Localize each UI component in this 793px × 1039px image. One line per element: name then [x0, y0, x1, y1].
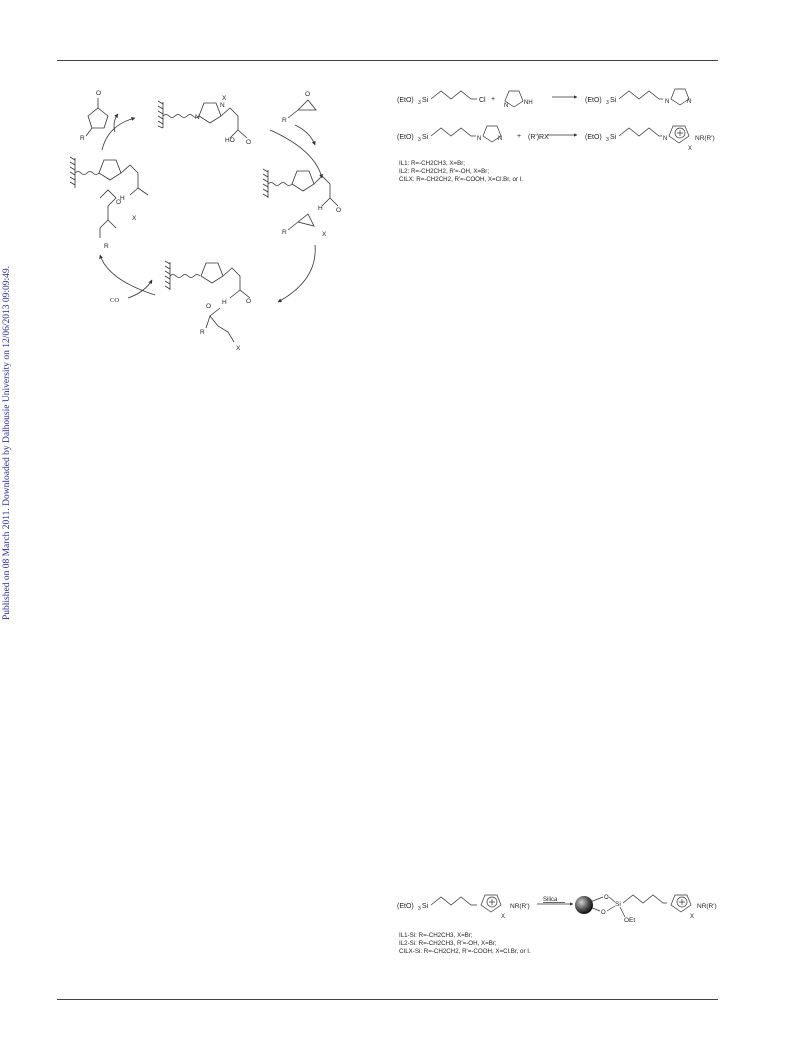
- label-h-right: H: [318, 205, 323, 212]
- label-r-left: R: [104, 243, 109, 250]
- label-o-epoxide: O: [305, 91, 311, 98]
- cyclic-carbonate-exit-arrow: [114, 114, 118, 132]
- row2-reagent: (R')RX: [528, 134, 549, 141]
- cycle-arrow-bottom-left: [100, 255, 155, 295]
- row1-cl: Cl: [479, 97, 486, 104]
- row2-sub3: 3: [418, 137, 421, 143]
- scheme1-notes: [399, 160, 523, 183]
- row2-eto: (EtO): [397, 134, 414, 141]
- row2-n-2: N: [498, 136, 503, 142]
- s2-o-top: O: [604, 895, 609, 901]
- row2-product-imidazolium: [669, 126, 689, 143]
- row2-x-anion: X: [688, 146, 693, 152]
- scheme2-note-2: IL2-Si: R=-CH2CH3, R'=-OH, X=Br;: [399, 939, 497, 947]
- label-r-bottom: R: [200, 329, 205, 336]
- s2-si: Si: [422, 903, 429, 910]
- scheme1-note-3: CILX: R=-CH2CH2, R'=-COOH, X=Cl.Br, or I.: [399, 175, 524, 183]
- s2-nrr-product: NR(R'): [697, 903, 717, 910]
- s2-arrow-label: Silica: [543, 897, 558, 903]
- row1-product-chain: [619, 91, 663, 99]
- row1-sub3-product: 3: [606, 100, 609, 106]
- silica-immobilization-scheme: [395, 885, 735, 930]
- silica-surface-bottom: [165, 261, 170, 290]
- label-n-2: N: [220, 102, 225, 109]
- label-o-minus-left: O: [116, 199, 122, 206]
- row1-propyl-chain: [431, 91, 477, 99]
- s2-sub3: 3: [418, 906, 421, 912]
- s2-x-anion: X: [501, 914, 506, 920]
- label-x-left: X: [132, 215, 137, 222]
- bottom-rule: [57, 999, 718, 1000]
- s2-oet: OEt: [624, 917, 636, 924]
- label-co2: CO: [110, 297, 120, 304]
- row1-eto-product: (EtO): [585, 97, 602, 104]
- s2-eto: (EtO): [397, 903, 414, 910]
- download-notice[interactable]: [2, 265, 20, 630]
- row1-nh: NH: [524, 100, 533, 106]
- row1-n-product: N: [665, 99, 670, 105]
- label-o-minus-bottom: O: [206, 303, 212, 310]
- row2-sub3-product: 3: [606, 137, 609, 143]
- row2-product-chain: [619, 128, 662, 136]
- row2-si-product: Si: [610, 134, 617, 141]
- row2-n-product: N: [663, 136, 668, 142]
- label-r-right: R: [282, 229, 287, 236]
- s2-product-imidazolium: [671, 895, 691, 912]
- row1-sub3: 3: [418, 100, 421, 106]
- s2-imidazolium: [481, 895, 501, 912]
- label-x-anion-right: X: [322, 231, 327, 238]
- row1-n-product-2: N: [687, 99, 692, 105]
- imidazolium-ring-top: [199, 103, 221, 123]
- carboxyl-arm-right: [314, 176, 338, 206]
- catalytic-cycle-scheme: [60, 70, 360, 370]
- cyclic-carbonate: [86, 98, 108, 136]
- s2-product-chain: [623, 895, 667, 903]
- silica-surface-top: [158, 101, 163, 128]
- row2-n: N: [477, 136, 482, 142]
- s2-nrr: NR(R'): [510, 903, 530, 910]
- tether-bottom: [170, 275, 200, 278]
- carbonate-intermediate: [100, 190, 116, 238]
- label-h-bottom: H: [222, 299, 227, 306]
- carboxyl-arm-top: [221, 108, 247, 138]
- row1-n: N: [504, 103, 509, 109]
- scheme2-notes: [399, 932, 531, 955]
- cycle-arrow-right: [278, 245, 315, 302]
- row1-si-product: Si: [610, 97, 617, 104]
- s2-si-product: Si: [615, 901, 621, 908]
- row2-propyl-chain: [431, 128, 476, 136]
- scheme2-note-3: CILX-Si: R=-CH2CH2, R'=-COOH, X=Cl.Br, or I.: [399, 947, 531, 955]
- label-x-minus: X: [222, 95, 227, 102]
- label-o-right: O: [336, 207, 342, 214]
- scheme1-note-1: IL1: R=-CH2CH3, X=Br;: [399, 160, 466, 167]
- imidazolium-ring-right: [292, 171, 314, 191]
- tether-right: [268, 183, 292, 186]
- label-x-bottom: X: [236, 345, 241, 352]
- label-h-left: H: [120, 195, 125, 202]
- silica-particle-icon: [575, 896, 593, 914]
- row2-si: Si: [422, 134, 429, 141]
- s2-o-bottom: O: [601, 910, 606, 916]
- imidazolium-ring-bottom: [201, 263, 223, 283]
- ionic-liquid-synthesis-scheme: [395, 85, 735, 165]
- epoxide-reagent: [288, 100, 316, 118]
- row2-eto-product: (EtO): [585, 134, 602, 141]
- carboxyl-arm-left: [121, 165, 148, 195]
- top-rule: [57, 60, 718, 61]
- cycle-arrow-top-right: [270, 130, 322, 178]
- cycle-arrow-left-top: [102, 118, 135, 150]
- alkoxide-chain: [206, 308, 234, 342]
- label-r-epoxide: R: [282, 117, 287, 124]
- scheme1-note-2: IL2: R=-CH2CH2, R'=-OH, X=Br;: [399, 167, 490, 175]
- s2-propyl-chain: [431, 897, 477, 905]
- label-ho: HO: [225, 137, 235, 144]
- row1-eto: (EtO): [397, 97, 414, 104]
- activated-epoxide: [288, 214, 314, 230]
- co2-entry-arrow: [128, 280, 152, 298]
- tether-top: [163, 115, 199, 118]
- silica-surface-right: [263, 169, 268, 198]
- download-notice-text: Published on 08 March 2011. Downloaded by Dalhousie University on 12/06/2013 09:09:49.: [2, 265, 12, 620]
- label-o-carbonate: O: [96, 90, 102, 97]
- scheme2-note-1: IL1-Si: R=-CH2CH3, X=Br;: [399, 932, 473, 939]
- row2-nrr: NR(R'): [695, 135, 715, 142]
- epoxide-entry-arrow: [295, 125, 315, 145]
- label-n: N: [195, 114, 200, 121]
- row1-si: Si: [422, 97, 429, 104]
- tether-left: [75, 172, 99, 175]
- label-o-bottom: O: [246, 298, 252, 305]
- row2-plus: +: [517, 133, 522, 140]
- label-o-top: O: [246, 139, 252, 146]
- silica-surface-left: [70, 157, 75, 188]
- imidazolium-ring-left: [99, 160, 121, 180]
- s2-x-anion-product: X: [690, 914, 695, 920]
- carboxyl-arm-bottom: [223, 268, 250, 298]
- row1-plus: +: [491, 96, 496, 103]
- label-r-carbonate: R: [80, 135, 85, 142]
